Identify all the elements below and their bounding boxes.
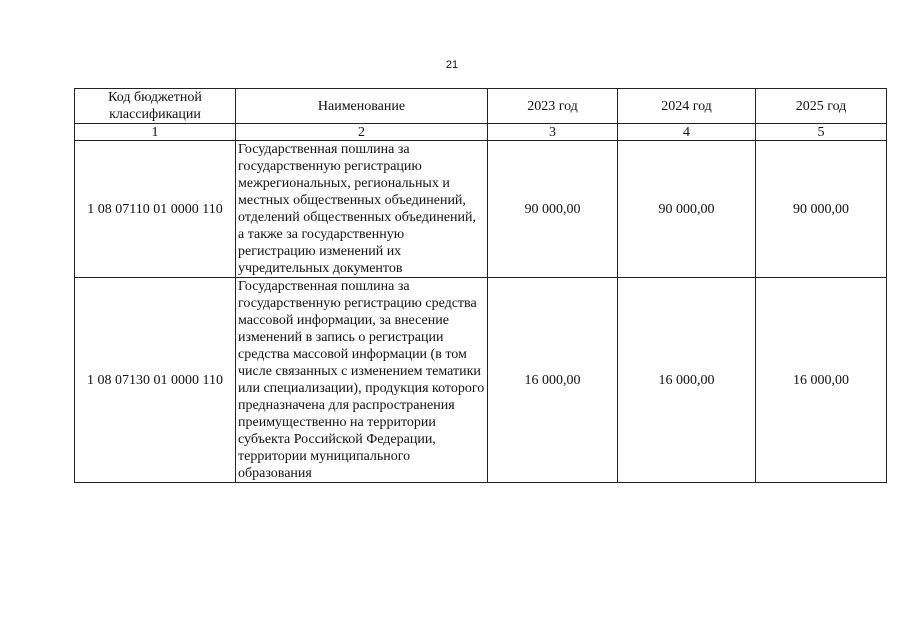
column-number: 1	[75, 124, 236, 141]
column-number-row	[75, 124, 887, 141]
amount-2025-cell: 16 000,00	[756, 278, 887, 483]
header-year-2024: 2024 год	[618, 89, 756, 124]
column-number: 2	[236, 124, 488, 141]
amount-2025-cell: 90 000,00	[756, 141, 887, 278]
amount-2023-cell: 16 000,00	[488, 278, 618, 483]
table-row	[75, 278, 887, 483]
name-cell: Государственная пошлина за государственную регистрацию средства массовой информации, за внесение изменений в запись о регистрации средства массовой информации (в том числе связанных с изменением тематики или специализации), продукция которого предназначена для распространения преимущественно на территории субъекта Российской Федерации, территории муниципального образования	[236, 278, 488, 483]
amount-2023-cell: 90 000,00	[488, 141, 618, 278]
budget-code-cell: 1 08 07130 01 0000 110	[75, 278, 236, 483]
amount-2024-cell: 16 000,00	[618, 278, 756, 483]
page-number: 21	[445, 59, 459, 71]
header-code: Код бюджетной классификации	[75, 89, 236, 124]
column-number: 3	[488, 124, 618, 141]
table-row	[75, 141, 887, 278]
budget-revenue-table	[74, 88, 887, 483]
table-header-row	[75, 89, 887, 124]
header-year-2025: 2025 год	[756, 89, 887, 124]
budget-code-cell: 1 08 07110 01 0000 110	[75, 141, 236, 278]
column-number: 4	[618, 124, 756, 141]
header-year-2023: 2023 год	[488, 89, 618, 124]
amount-2024-cell: 90 000,00	[618, 141, 756, 278]
name-cell: Государственная пошлина за государственную регистрацию межрегиональных, региональных и местных общественных объединений, отделений общественных объединений, а также за государственную регистрацию изменений их учредительных документов	[236, 141, 488, 278]
column-number: 5	[756, 124, 887, 141]
header-name: Наименование	[236, 89, 488, 124]
